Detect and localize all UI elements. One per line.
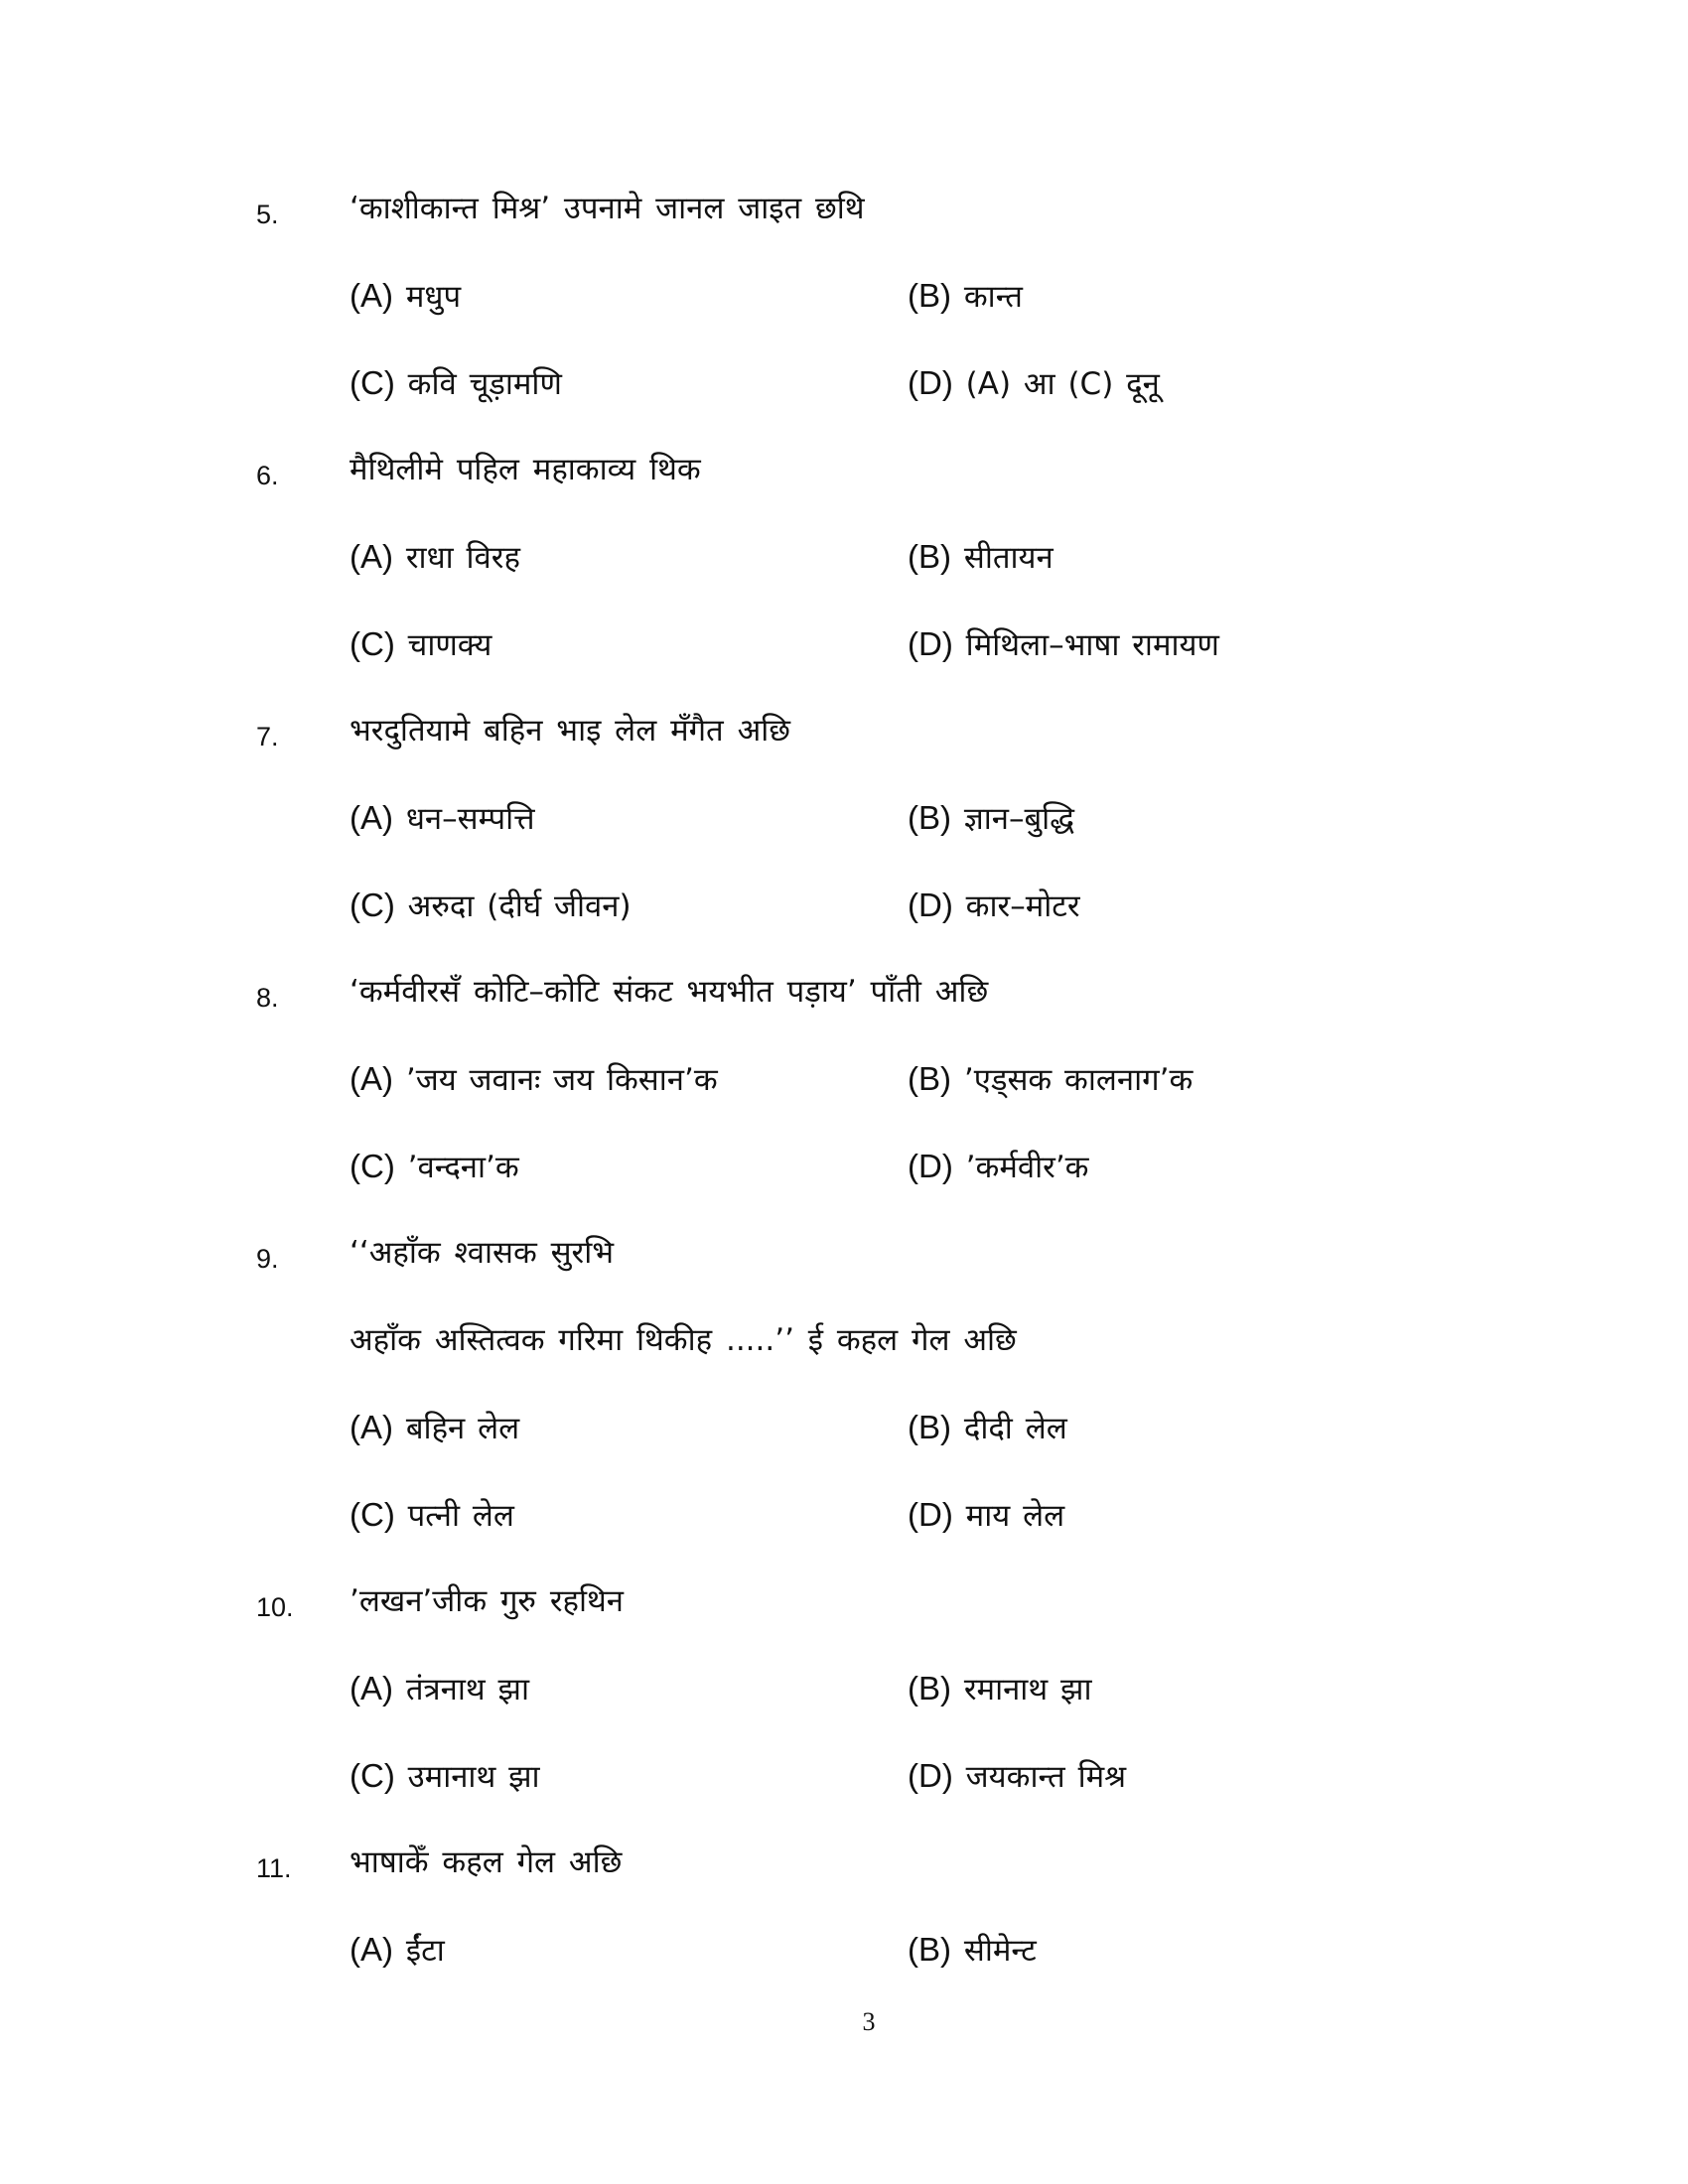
option-row xyxy=(0,624,1688,664)
option-label: (B) xyxy=(908,799,951,836)
option-row xyxy=(0,1147,1688,1186)
option-label: (C) xyxy=(350,1496,395,1533)
option-label: (D) xyxy=(908,625,953,662)
option-b xyxy=(908,1930,1037,1971)
option-a xyxy=(350,537,520,578)
question-number: 5. xyxy=(256,200,279,229)
question-7 xyxy=(0,711,1688,925)
option-text: (A) आ (C) दूनू xyxy=(965,366,1160,402)
option-text: मिथिला–भाषा रामायण xyxy=(965,627,1219,663)
option-b xyxy=(908,1059,1193,1100)
option-text: ईंटा xyxy=(405,1933,445,1969)
question-number: 9. xyxy=(256,1244,279,1274)
option-text: जयकान्त मिश्र xyxy=(965,1759,1127,1795)
option-label: (A) xyxy=(350,538,393,575)
option-text: चाणक्य xyxy=(407,627,492,663)
question-text: भाषाकेँ कहल गेल अछि xyxy=(350,1844,623,1880)
option-text: कवि चूड़ामणि xyxy=(407,366,562,402)
option-d xyxy=(908,1147,1088,1187)
question-number: 11. xyxy=(256,1853,292,1883)
option-label: (A) xyxy=(350,1670,393,1706)
option-label: (B) xyxy=(908,1060,951,1097)
question-text: ’लखन’जीक गुरु रहथिन xyxy=(350,1583,625,1619)
option-b xyxy=(908,537,1054,578)
option-text: राधा विरह xyxy=(405,540,520,576)
question-line xyxy=(0,711,1688,751)
option-a xyxy=(350,276,461,317)
option-label: (D) xyxy=(908,1148,953,1184)
option-text: मधुप xyxy=(405,279,462,315)
question-text: ‘कर्मवीरसँ कोटि–कोटि संकट भयभीत पड़ाय’ पाँती अछि xyxy=(350,974,989,1010)
option-label: (B) xyxy=(908,538,951,575)
option-text: ’जय जवानः जय किसान’क xyxy=(405,1062,718,1098)
question-text-continued: अहाँक अस्तित्वक गरिमा थिकीह .....’’ ई कहल गेल अछि xyxy=(350,1322,1017,1358)
option-text: कान्त xyxy=(963,279,1023,315)
question-text: मैथिलीमे पहिल महाकाव्य थिक xyxy=(350,452,701,487)
question-11 xyxy=(0,1843,1688,1970)
question-6 xyxy=(0,450,1688,664)
option-text: बहिन लेल xyxy=(405,1411,520,1446)
option-label: (C) xyxy=(350,364,395,401)
question-number: 7. xyxy=(256,722,279,751)
option-text: रमानाथ झा xyxy=(963,1672,1092,1707)
page-number: 3 xyxy=(862,2007,876,2036)
option-label: (D) xyxy=(908,1496,953,1533)
option-c xyxy=(350,1495,514,1536)
option-text: ’वन्दना’क xyxy=(407,1150,519,1185)
question-line xyxy=(0,1843,1688,1882)
question-number: 10. xyxy=(256,1592,294,1622)
option-c xyxy=(350,1147,519,1187)
question-line-2 xyxy=(0,1320,1688,1360)
option-label: (B) xyxy=(908,1670,951,1706)
question-text: ‘‘अहाँक श्वासक सुरभि xyxy=(350,1235,615,1271)
option-row xyxy=(0,537,1688,577)
option-text: ’एड्सक कालनाग’क xyxy=(963,1062,1194,1098)
question-9 xyxy=(0,1233,1688,1535)
option-c xyxy=(350,886,632,926)
option-b xyxy=(908,1408,1067,1448)
option-b xyxy=(908,798,1074,839)
option-d xyxy=(908,886,1080,926)
option-label: (A) xyxy=(350,1060,393,1097)
option-d xyxy=(908,1756,1126,1797)
question-line xyxy=(0,189,1688,228)
option-row xyxy=(0,1408,1688,1447)
option-a xyxy=(350,1930,445,1971)
option-a xyxy=(350,1408,519,1448)
question-text: ‘काशीकान्त मिश्र’ उपनामे जानल जाइत छथि xyxy=(350,191,865,226)
question-line xyxy=(0,972,1688,1012)
option-row xyxy=(0,363,1688,403)
option-label: (C) xyxy=(350,1757,395,1794)
question-line xyxy=(0,450,1688,489)
option-label: (C) xyxy=(350,1148,395,1184)
option-label: (B) xyxy=(908,1931,951,1968)
option-row xyxy=(0,276,1688,316)
option-text: सीमेन्ट xyxy=(963,1933,1037,1969)
option-a xyxy=(350,798,535,839)
option-label: (B) xyxy=(908,1409,951,1445)
option-text: पत्नी लेल xyxy=(407,1498,514,1534)
option-text: धन–सम्पत्ति xyxy=(405,801,535,837)
option-text: दीदी लेल xyxy=(963,1411,1067,1446)
option-d xyxy=(908,1495,1064,1536)
option-label: (D) xyxy=(908,887,953,923)
question-line xyxy=(0,1233,1688,1273)
option-text: अरुदा (दीर्घ जीवन) xyxy=(407,888,632,924)
question-line xyxy=(0,1581,1688,1621)
question-text: भरदुतियामे बहिन भाइ लेल मँगैत अछि xyxy=(350,713,791,749)
option-label: (C) xyxy=(350,625,395,662)
option-text: उमानाथ झा xyxy=(407,1759,540,1795)
option-a xyxy=(350,1669,529,1709)
option-row xyxy=(0,1669,1688,1708)
option-label: (D) xyxy=(908,364,953,401)
option-text: माय लेल xyxy=(965,1498,1065,1534)
option-b xyxy=(908,1669,1091,1709)
option-b xyxy=(908,276,1023,317)
option-a xyxy=(350,1059,718,1100)
question-number: 6. xyxy=(256,461,279,490)
question-number: 8. xyxy=(256,983,279,1013)
option-label: (B) xyxy=(908,277,951,314)
option-text: ’कर्मवीर’क xyxy=(965,1150,1089,1185)
option-label: (A) xyxy=(350,1409,393,1445)
option-label: (A) xyxy=(350,799,393,836)
option-c xyxy=(350,624,492,665)
option-label: (A) xyxy=(350,1931,393,1968)
option-row xyxy=(0,886,1688,925)
question-8 xyxy=(0,972,1688,1186)
question-5 xyxy=(0,189,1688,403)
option-label: (A) xyxy=(350,277,393,314)
option-d xyxy=(908,363,1160,404)
option-text: सीतायन xyxy=(963,540,1054,576)
option-row xyxy=(0,1059,1688,1099)
option-c xyxy=(350,1756,540,1797)
option-text: कार–मोटर xyxy=(965,888,1080,924)
option-text: तंत्रनाथ झा xyxy=(405,1672,530,1707)
option-row xyxy=(0,798,1688,838)
option-row xyxy=(0,1495,1688,1535)
option-label: (C) xyxy=(350,887,395,923)
option-label: (D) xyxy=(908,1757,953,1794)
option-row xyxy=(0,1756,1688,1796)
option-c xyxy=(350,363,562,404)
option-d xyxy=(908,624,1219,665)
option-row xyxy=(0,1930,1688,1970)
question-10 xyxy=(0,1581,1688,1796)
option-text: ज्ञान–बुद्धि xyxy=(963,801,1074,837)
